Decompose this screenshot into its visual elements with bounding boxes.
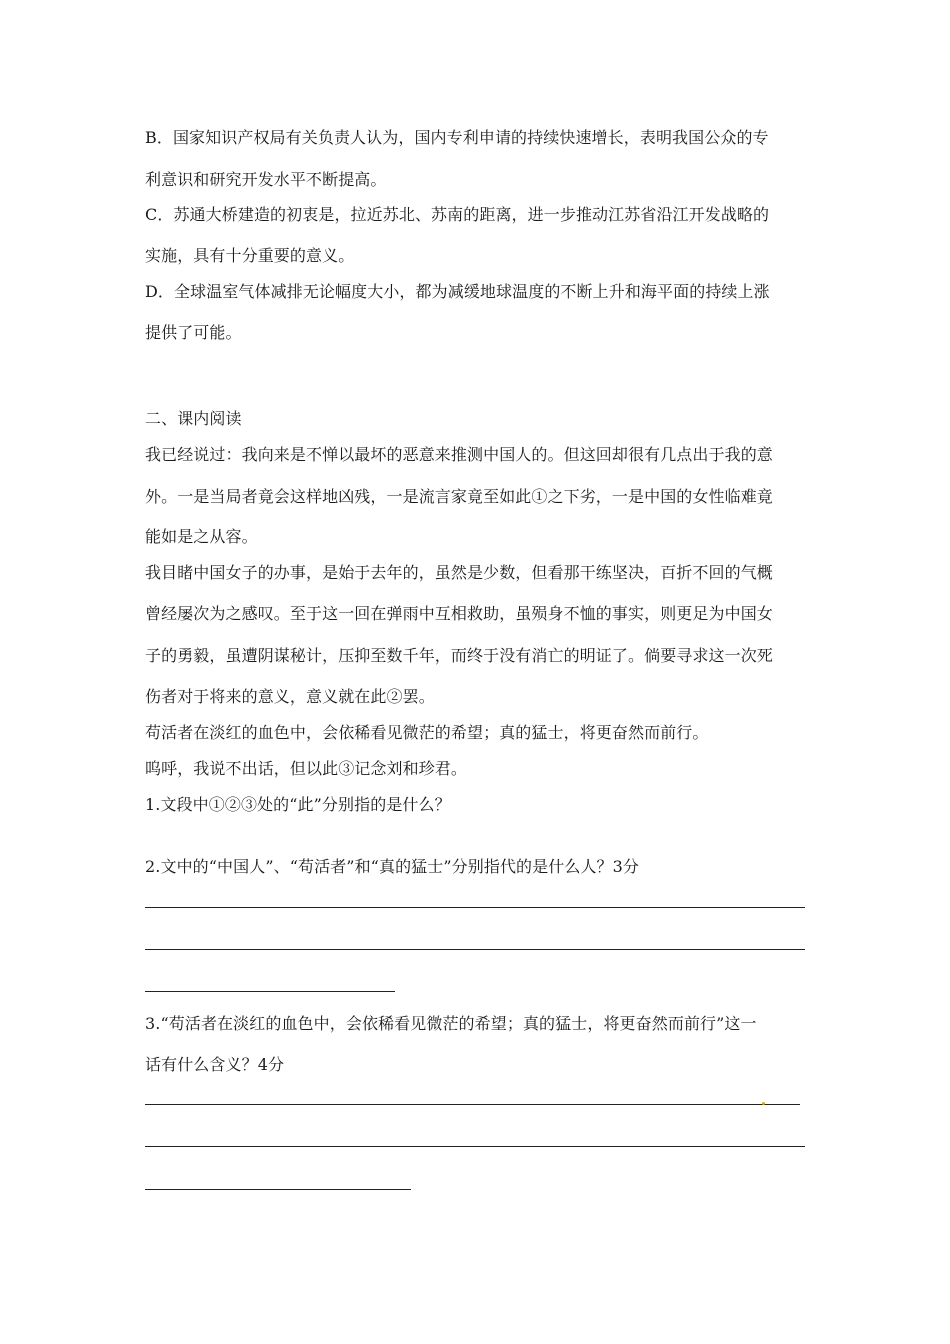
option-c-line-1: C．苏通大桥建造的初衷是，拉近苏北、苏南的距离，进一步推动江苏省沿江开发战略的 bbox=[145, 205, 770, 224]
option-d-line-1: D．全球温室气体减排无论幅度大小，都为减缓地球温度的不断上升和海平面的持续上涨 bbox=[145, 282, 770, 301]
passage-line: 能如是之从容。 bbox=[145, 527, 258, 546]
question-1: 1.文段中①②③处的“此”分别指的是什么？ bbox=[145, 795, 451, 814]
passage-line: 我已经说过：我向来是不惮以最坏的恶意来推测中国人的。但这回却很有几点出于我的意 bbox=[145, 445, 773, 464]
passage-line: 曾经屡次为之感叹。至于这一回在弹雨中互相救助，虽殒身不恤的事实，则更足为中国女 bbox=[145, 604, 773, 623]
question-3-line-1: 3.“苟活者在淡红的血色中，会依稀看见微茫的希望；真的猛士，将更奋然而前行”这一 bbox=[145, 1014, 757, 1033]
section-title: 二、课内阅读 bbox=[145, 409, 242, 428]
passage-line: 呜呼，我说不出话，但以此③记念刘和珍君。 bbox=[145, 759, 468, 778]
passage-line: 子的勇毅，虽遭阴谋秘计，压抑至数千年，而终于没有消亡的明证了。倘要寻求这一次死 bbox=[145, 646, 773, 665]
option-b-line-1: B．国家知识产权局有关负责人认为，国内专利申请的持续快速增长，表明我国公众的专 bbox=[145, 128, 769, 147]
option-c-line-2: 实施，具有十分重要的意义。 bbox=[145, 246, 355, 265]
question-2: 2.文中的“中国人”、“苟活者”和“真的猛士”分别指代的是什么人？3分 bbox=[145, 857, 640, 876]
answer-line[interactable] bbox=[145, 1104, 800, 1105]
answer-line[interactable] bbox=[145, 907, 805, 908]
option-b-line-2: 利意识和研究开发水平不断提高。 bbox=[145, 170, 387, 189]
answer-line[interactable] bbox=[145, 1146, 805, 1147]
passage-line: 苟活者在淡红的血色中，会依稀看见微茫的希望；真的猛士，将更奋然而前行。 bbox=[145, 723, 709, 742]
passage-line: 伤者对于将来的意义，意义就在此②罢。 bbox=[145, 687, 435, 706]
answer-line[interactable] bbox=[145, 949, 805, 950]
passage-line: 外。一是当局者竟会这样地凶残，一是流言家竟至如此①之下劣，一是中国的女性临难竟 bbox=[145, 487, 773, 506]
question-3-line-2: 话有什么含义？4分 bbox=[145, 1055, 285, 1074]
stray-mark bbox=[762, 1102, 765, 1105]
answer-line[interactable] bbox=[145, 1189, 411, 1190]
answer-line[interactable] bbox=[145, 991, 395, 992]
passage-line: 我目睹中国女子的办事，是始于去年的，虽然是少数，但看那干练坚决，百折不回的气概 bbox=[145, 563, 773, 582]
option-d-line-2: 提供了可能。 bbox=[145, 323, 242, 342]
